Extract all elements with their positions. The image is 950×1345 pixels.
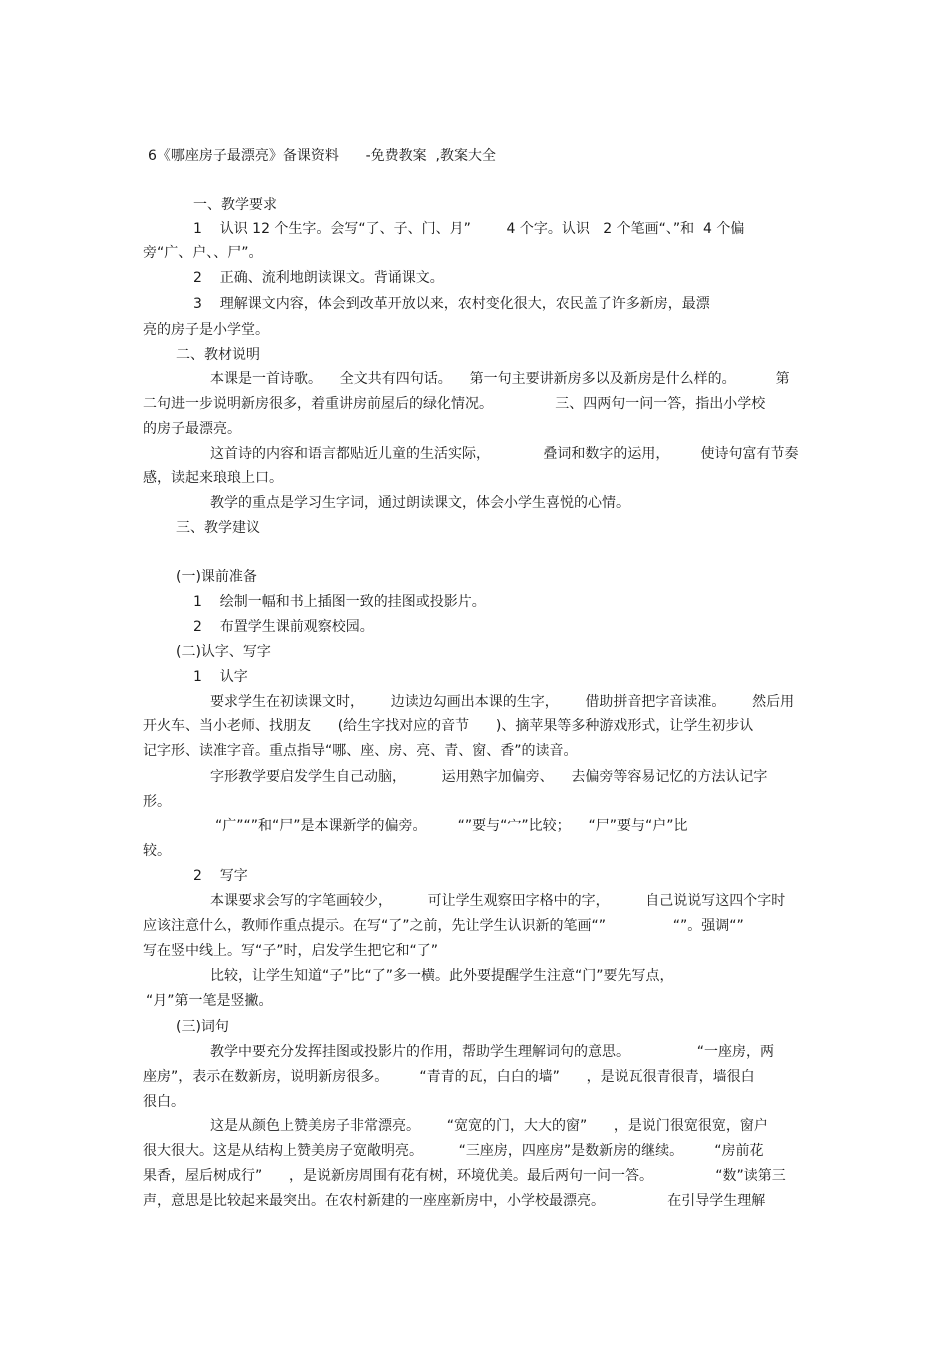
section-heading: 一、教学要求 (193, 197, 277, 213)
section-heading: 二、教材说明 (176, 347, 260, 363)
text-line: 很大很大。这是从结构上赞美房子宽敞明亮。 “三座房，四座房”是数新房的继续。 “房前花 (143, 1143, 764, 1159)
subsection-heading: (一)课前准备 (176, 569, 257, 585)
text-line: 声，意思是比较起来最突出。在农村新建的一座座新房中，小学校最漂亮。 在引导学生理解 (143, 1193, 766, 1209)
text-line: 很白。 (143, 1094, 185, 1110)
text-line: 1 认识 12 个生字。会写“了、子、门、月” 4 个字。认识 2 个笔画“、”和 4 个偏 (193, 221, 745, 237)
text-line: 2 正确、流利地朗读课文。背诵课文。 (193, 270, 444, 286)
section-heading: 三、教学建议 (176, 520, 260, 536)
text-line: 教学中要充分发挥挂图或投影片的作用，帮助学生理解词句的意思。 “一座房，两 (210, 1044, 775, 1060)
text-line: 3 理解课文内容，体会到改革开放以来，农村变化很大，农民盖了许多新房，最漂 (193, 296, 710, 312)
text-line: 记字形、读准字音。重点指导“哪、座、房、亮、青、窗、香”的读音。 (143, 743, 578, 759)
subsection-heading: (三)词句 (176, 1019, 229, 1035)
text-line: 感，读起来琅琅上口。 (143, 470, 283, 486)
text-line: 1 绘制一幅和书上插图一致的挂图或投影片。 (193, 594, 486, 610)
text-line: “广”“”和“尸”是本课新学的偏旁。 “”要与“宀”比较； “尸”要与“户”比 (215, 818, 688, 834)
text-line: 二句进一步说明新房很多，着重讲房前屋后的绿化情况。 三、四两句一问一答，指出小学校 (143, 396, 766, 412)
text-line: 较。 (143, 843, 171, 859)
text-line: 2 布置学生课前观察校园。 (193, 619, 374, 635)
text-line: 果香，屋后树成行” ，是说新房周围有花有树，环境优美。最后两句一问一答。 “数”读第三 (143, 1168, 786, 1184)
text-line: 2 写字 (193, 868, 248, 884)
text-line: “月”第一笔是竖撇。 (146, 993, 273, 1009)
text-line: 写在竖中线上。写“子”时，启发学生把它和“了” (143, 943, 439, 959)
text-line: 本课要求会写的字笔画较少， 可让学生观察田字格中的字， 自己说说写这四个字时 (210, 893, 786, 909)
document-title: 6《哪座房子最漂亮》备课资料 -免费教案 ,教案大全 (148, 148, 497, 164)
text-line: 比较，让学生知道“子”比“了”多一横。此外要提醒学生注意“门”要先写点， (210, 968, 674, 984)
text-line: 字形教学要启发学生自己动脑， 运用熟字加偏旁、 去偏旁等容易记忆的方法认记字 (210, 769, 768, 785)
text-line: 座房”，表示在数新房，说明新房很多。 “青青的瓦，白白的墙” ，是说瓦很青很青，墙很白 (143, 1069, 755, 1085)
text-line: 教学的重点是学习生字词，通过朗读课文，体会小学生喜悦的心情。 (210, 495, 630, 511)
text-line: 应该注意什么，教师作重点提示。在写“了”之前，先让学生认识新的笔画“” “”。强调“” (143, 918, 744, 934)
text-line: 这是从颜色上赞美房子非常漂亮。 “宽宽的门，大大的窗” ，是说门很宽很宽，窗户 (210, 1118, 768, 1134)
text-line: 旁“广、户、、尸”。 (143, 245, 263, 261)
text-line: 这首诗的内容和语言都贴近儿童的生活实际， 叠词和数字的运用， 使诗句富有节奏 (210, 446, 799, 462)
text-line: 亮的房子是小学堂。 (143, 322, 269, 338)
text-line: 要求学生在初读课文时， 边读边勾画出本课的生字， 借助拼音把字音读准。 然后用 (210, 694, 795, 710)
subsection-heading: (二)认字、写字 (176, 644, 271, 660)
text-line: 的房子最漂亮。 (143, 421, 241, 437)
text-line: 1 认字 (193, 669, 248, 685)
text-line: 开火车、当小老师、找朋友 (给生字找对应的音节 )、摘苹果等多种游戏形式，让学生初步认 (143, 718, 754, 734)
text-line: 形。 (143, 794, 171, 810)
text-line: 本课是一首诗歌。 全文共有四句话。 第一句主要讲新房多以及新房是什么样的。 第 (210, 371, 790, 387)
